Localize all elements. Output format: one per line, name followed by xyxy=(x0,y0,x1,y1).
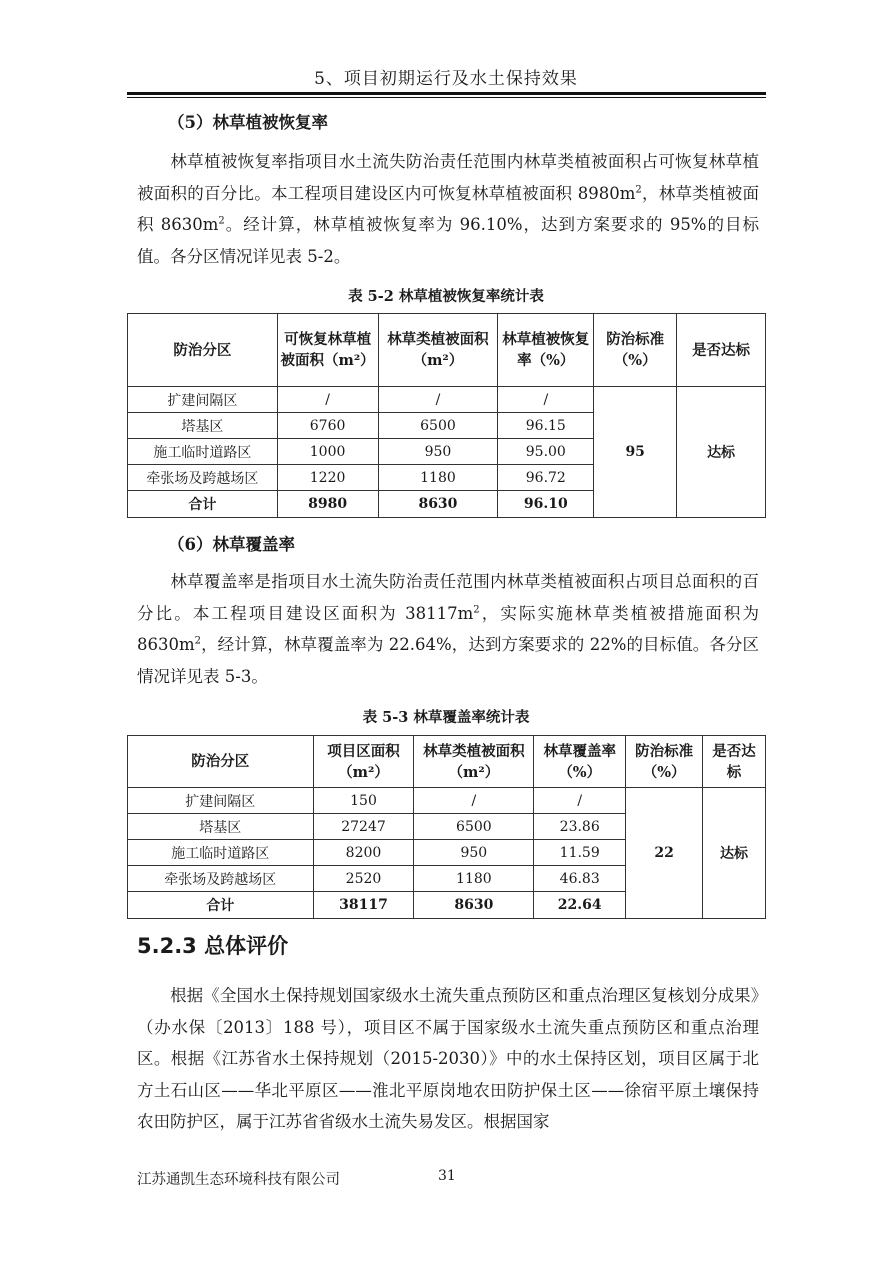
column-header: 是否达标 xyxy=(677,314,766,387)
table-cell: 8630 xyxy=(378,491,498,518)
table-cell: 8630 xyxy=(414,892,534,919)
table-cell: 46.83 xyxy=(534,866,626,892)
table-cell: 扩建间隔区 xyxy=(128,788,314,814)
section-heading-523: 5.2.3 总体评价 xyxy=(137,934,289,958)
column-header: 项目区面积（m²） xyxy=(313,736,414,788)
table-cell: 96.72 xyxy=(498,465,594,491)
running-header: 5、项目初期运行及水土保持效果 xyxy=(314,69,578,89)
table-header-row xyxy=(128,736,766,788)
table-cell: 150 xyxy=(313,788,414,814)
table-header-row xyxy=(128,314,766,387)
table-cell: 6500 xyxy=(378,413,498,439)
column-header: 可恢复林草植被面积（m²） xyxy=(277,314,378,387)
column-header: 林草类植被面积（m²） xyxy=(414,736,534,788)
table-cell: 950 xyxy=(414,840,534,866)
table-cell: 合计 xyxy=(128,892,314,919)
table-cell: 950 xyxy=(378,439,498,465)
table-cell: 塔基区 xyxy=(128,814,314,840)
paragraph-overall-evaluation: 根据《全国水土保持规划国家级水土流失重点预防区和重点治理区复核划分成果》（办水保〔2013〕188 号），项目区不属于国家级水土流失重点预防区和重点治理区。根据《江苏省水土保持规划（2015-2030）》中的水土保持区划，项目区属于北方土石山区——华北平原区——淮北平原岗地农田防护保土区——徐宿平原土壤保持农田防护区，属于江苏省省级水土流失易发区。根据国家 xyxy=(137,986,759,1131)
table-cell: 1180 xyxy=(378,465,498,491)
table-cell: 22.64 xyxy=(534,892,626,919)
table-row xyxy=(128,387,766,413)
table-cell: 塔基区 xyxy=(128,413,278,439)
column-header: 林草植被恢复率（%） xyxy=(498,314,594,387)
table-cell: / xyxy=(378,387,498,413)
table-cell: 6760 xyxy=(277,413,378,439)
restoration-table xyxy=(127,313,766,518)
column-header: 林草覆盖率（%） xyxy=(534,736,626,788)
table-cell: 1180 xyxy=(414,866,534,892)
table-cell: 8980 xyxy=(277,491,378,518)
footer-company: 江苏通凯生态环境科技有限公司 xyxy=(137,1172,340,1188)
standard-cell: 22 xyxy=(626,788,703,919)
page-number: 31 xyxy=(438,1168,456,1184)
table-cell: 合计 xyxy=(128,491,278,518)
status-cell: 达标 xyxy=(703,788,766,919)
table-cell: 施工临时道路区 xyxy=(128,439,278,465)
column-header: 是否达标 xyxy=(703,736,766,788)
table-cell: 96.15 xyxy=(498,413,594,439)
table-cell: 扩建间隔区 xyxy=(128,387,278,413)
table-caption: 表 5-3 林草覆盖率统计表 xyxy=(362,709,530,726)
column-header: 防治分区 xyxy=(128,736,314,788)
paragraph-coverage-rate: 林草覆盖率是指项目水土流失防治责任范围内林草类植被面积占项目总面积的百分比。本工程项目建设区面积为 $38117m^2$，实际实施林草类植被措施面积为 $8630m^2$，经计算，林草覆盖率为 22.64%，达到方案要求的 22%的目标值。各分区情况详见表 5-3。 xyxy=(137,572,759,686)
table-cell: / xyxy=(414,788,534,814)
status-cell: 达标 xyxy=(677,387,766,518)
column-header: 防治标准（%） xyxy=(594,314,677,387)
column-header: 防治标准（%） xyxy=(626,736,703,788)
table-cell: 11.59 xyxy=(534,840,626,866)
table-cell: 6500 xyxy=(414,814,534,840)
table-cell: 1000 xyxy=(277,439,378,465)
table-cell: 牵张场及跨越场区 xyxy=(128,866,314,892)
header-rule-thin xyxy=(127,97,766,98)
table-cell: 8200 xyxy=(313,840,414,866)
table-cell: / xyxy=(498,387,594,413)
standard-cell: 95 xyxy=(594,387,677,518)
paragraph-restoration-rate: 林草植被恢复率指项目水土流失防治责任范围内林草类植被面积占可恢复林草植被面积的百分比。本工程项目建设区内可恢复林草植被面积 $8980m^2$，林草类植被面积 $8630m^2$。经计算，林草植被恢复率为 96.10%，达到方案要求的 95%的目标值。各分区情况详见表 5-2。 xyxy=(137,152,760,266)
table-caption: 表 5-2 林草植被恢复率统计表 xyxy=(348,288,544,305)
column-header: 防治分区 xyxy=(128,314,278,387)
table-cell: 38117 xyxy=(313,892,414,919)
column-header: 林草类植被面积（m²） xyxy=(378,314,498,387)
header-rule xyxy=(127,92,766,95)
section-heading-5: （5）林草植被恢复率 xyxy=(168,113,328,132)
table-cell: / xyxy=(534,788,626,814)
table-cell: / xyxy=(277,387,378,413)
table-cell: 96.10 xyxy=(498,491,594,518)
table-cell: 施工临时道路区 xyxy=(128,840,314,866)
table-cell: 23.86 xyxy=(534,814,626,840)
table-cell: 95.00 xyxy=(498,439,594,465)
table-cell: 牵张场及跨越场区 xyxy=(128,465,278,491)
table-cell: 2520 xyxy=(313,866,414,892)
table-row xyxy=(128,788,766,814)
table-cell: 1220 xyxy=(277,465,378,491)
table-cell: 27247 xyxy=(313,814,414,840)
coverage-table xyxy=(127,735,766,919)
section-heading-6: （6）林草覆盖率 xyxy=(168,535,295,554)
